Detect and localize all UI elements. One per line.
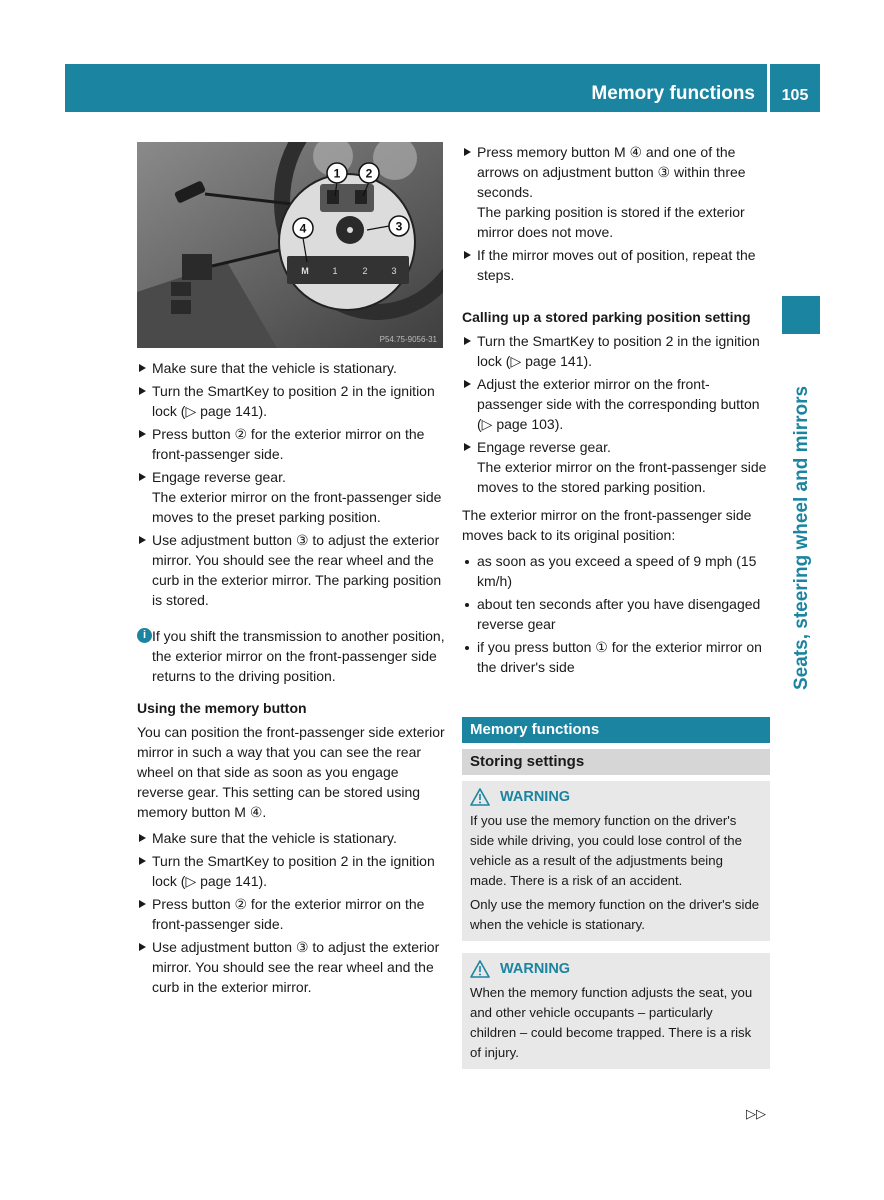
warning-triangle-icon [470,960,490,978]
info-note-text: If you shift the transmission to another position, the exterior mirror on the front-passenger side returns to the driving position. [152,628,445,684]
callout-2: 2 [365,166,373,181]
steps-store-memory [462,142,770,285]
button-label-m: M [301,266,309,276]
callout-4: 4 [299,221,307,236]
steps-calling-up [462,331,770,497]
warning-text: When the memory function adjusts the seat, you and other vehicle occupants – particularly children – could become trapped. There is a risk of injury. [470,985,753,1060]
list-item: Engage reverse gear. The exterior mirror on the front-passenger side moves to the preset parking position. [137,467,445,527]
door-control-photo [137,142,443,348]
warning-header [470,959,762,979]
list-item: if you press button ① for the exterior mirror on the driver's side [462,637,770,677]
left-column [137,142,445,1000]
list-item: Press button ② for the exterior mirror on the front-passenger side. [137,894,445,934]
continue-marker: ▷▷ [746,1106,766,1121]
memory-functions-section-bar: Memory functions [462,717,770,743]
list-item: Turn the SmartKey to position 2 in the ignition lock (▷ page 141). [137,381,445,421]
button-label-3: 3 [391,266,397,276]
list-item: Use adjustment button ③ to adjust the exterior mirror. You should see the rear wheel and the curb in the exterior mirror. The parking position is stored. [137,530,445,610]
list-item: Engage reverse gear. The exterior mirror on the front-passenger side moves to the stored parking position. [462,437,770,497]
right-column [462,142,770,1069]
warning-title: WARNING [500,789,571,805]
warning-text: If you use the memory function on the driver's side while driving, you could lose control of the vehicle as a result of the adjustments being made. There is a risk of an accident. [470,813,742,888]
return-intro: The exterior mirror on the front-passenger side moves back to its original position: [462,507,752,543]
header-bar [65,64,767,112]
warning-box [462,781,770,941]
callout-1: 1 [333,166,341,181]
warning-triangle-icon [470,788,490,806]
list-item: as soon as you exceed a speed of 9 mph (15 km/h) [462,551,770,591]
page-number: 105 [781,87,809,104]
info-icon: i [137,628,152,643]
warning-box [462,953,770,1069]
section-title: Memory functions [591,83,755,104]
warning-title: WARNING [500,961,571,977]
calling-up-heading: Calling up a stored parking position setting [462,309,751,325]
button-label-1: 1 [332,266,338,276]
list-item: Adjust the exterior mirror on the front-passenger side with the corresponding button (▷ page 103). [462,374,770,434]
list-item: Turn the SmartKey to position 2 in the ignition lock (▷ page 141). [137,851,445,891]
steps-memory-button [137,828,445,997]
warning-header [470,787,762,807]
list-item: Turn the SmartKey to position 2 in the ignition lock (▷ page 141). [462,331,770,371]
list-item: Use adjustment button ③ to adjust the exterior mirror. You should see the rear wheel and the curb in the exterior mirror. [137,937,445,997]
memory-button-heading: Using the memory button [137,700,307,716]
storing-settings-subsection-bar: Storing settings [462,749,770,775]
return-conditions [462,551,770,677]
callout-3: 3 [395,219,403,234]
list-item: Make sure that the vehicle is stationary. [137,828,445,848]
list-item: Make sure that the vehicle is stationary. [137,358,445,378]
list-item: Press button ② for the exterior mirror on the front-passenger side. [137,424,445,464]
steps-parking-position [137,358,445,610]
door-panel-illustration [137,142,443,348]
list-item: Press memory button M ④ and one of the arrows on adjustment button ③ within three seconds. The parking position is stored if the exterior mirror does not move. [462,142,770,242]
list-item: If the mirror moves out of position, repeat the steps. [462,245,770,285]
button-label-2: 2 [362,266,368,276]
chapter-tab-label: Seats, steering wheel and mirrors [791,385,812,690]
figure-code: P54.75-9056-31 [379,335,437,344]
chapter-tab-marker [782,296,820,334]
page-number-box [770,64,820,112]
memory-button-intro: You can position the front-passenger side exterior mirror in such a way that you can see the rear wheel on that side as soon as you engage reverse gear. This setting can be stored using memory button M ④. [137,724,445,820]
info-note [137,626,445,686]
list-item: about ten seconds after you have disengaged reverse gear [462,594,770,634]
warning-text: Only use the memory function on the driver's side when the vehicle is stationary. [470,897,760,932]
